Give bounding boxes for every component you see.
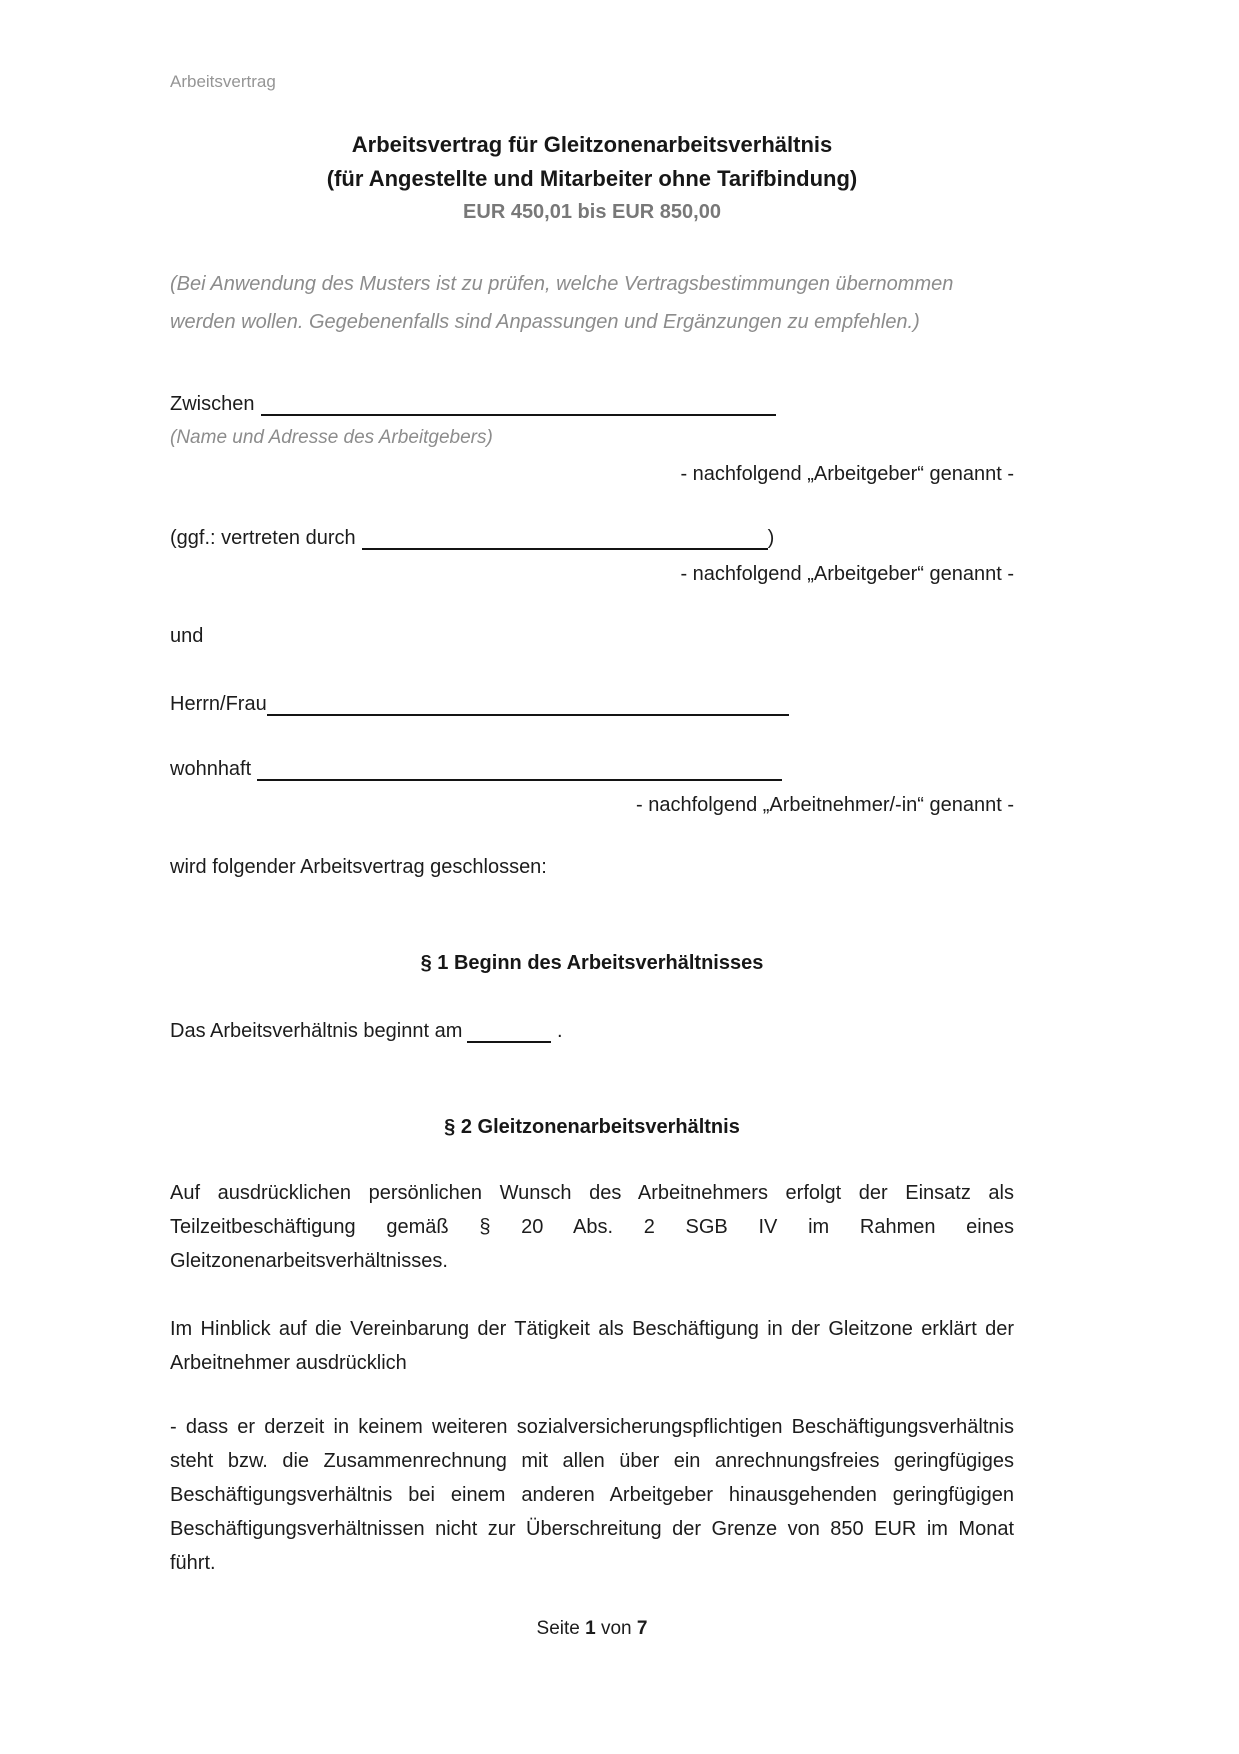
footer-of-label: von xyxy=(600,1618,632,1639)
representative-close-paren: ) xyxy=(767,527,775,549)
representative-row xyxy=(170,521,1014,555)
residence-row xyxy=(170,752,1014,786)
employee-row xyxy=(170,687,1014,721)
residence-label: wohnhaft xyxy=(170,758,252,780)
employer-name-blank xyxy=(261,388,776,416)
start-date-row xyxy=(170,1014,1014,1048)
section-2-heading: § 2 Gleitzonenarbeitsverhältnis xyxy=(444,1116,740,1138)
employee-designation-line: - nachfolgend „Arbeitnehmer/-in“ genannt - xyxy=(636,794,1014,816)
document-header-label: Arbeitsvertrag xyxy=(170,72,276,91)
zwischen-row xyxy=(170,387,1014,421)
contract-closing-line: wird folgender Arbeitsvertrag geschlossen: xyxy=(170,856,547,878)
employer-designation-line-2: - nachfolgend „Arbeitgeber“ genannt - xyxy=(680,563,1014,585)
page-footer xyxy=(170,1612,1014,1646)
zwischen-label: Zwischen xyxy=(170,393,255,415)
residence-blank xyxy=(257,753,782,781)
representative-name-blank xyxy=(362,522,768,550)
employer-designation-line: - nachfolgend „Arbeitgeber“ genannt - xyxy=(680,463,1014,485)
start-date-blank xyxy=(467,1015,551,1043)
employee-name-blank xyxy=(267,688,789,716)
representative-label: (ggf.: vertreten durch xyxy=(170,527,356,549)
section-2-paragraph-1: Auf ausdrücklichen persönlichen Wunsch des Arbeitnehmers erfolgt der Einsatz als Teilzeitbeschäftigung gemäß § 20 Abs. 2 SGB IV im Rahmen eines Gleitzonenarbeitsverhältnisses. xyxy=(170,1182,1014,1272)
document-title xyxy=(170,128,1014,196)
employee-label: Herrn/Frau xyxy=(170,693,267,715)
footer-page-prefix: Seite xyxy=(536,1618,580,1639)
section-1-heading: § 1 Beginn des Arbeitsverhältnisses xyxy=(420,952,764,974)
usage-note: (Bei Anwendung des Musters ist zu prüfen, welche Vertragsbestimmungen übernommen werden wollen. Gegebenenfalls sind Anpassungen und Ergänzungen zu empfehlen.) xyxy=(170,273,954,333)
section-2-paragraph-2: Im Hinblick auf die Vereinbarung der Tätigkeit als Beschäftigung in der Gleitzone erklärt der Arbeitnehmer ausdrücklich xyxy=(170,1318,1014,1374)
section-2-paragraph-3: - dass er derzeit in keinem weiteren sozialversicherungspflichtigen Beschäftigungsverhältnis steht bzw. die Zusammenrechnung mit allen über ein anrechnungsfreies geringfügiges Beschäftigungsverhältnis bei einem anderen Arbeitgeber hinausgehenden geringfügigen Beschäftigungsverhältnissen nicht zur Überschreitung der Grenze von 850 EUR im Monat führt. xyxy=(170,1416,1014,1574)
footer-page-number: 1 xyxy=(585,1618,596,1639)
salary-range-subtitle: EUR 450,01 bis EUR 850,00 xyxy=(463,201,721,223)
und-row: und xyxy=(170,625,204,647)
start-date-suffix: . xyxy=(556,1020,563,1042)
document-title-line2: (für Angestellte und Mitarbeiter ohne Tarifbindung) xyxy=(326,166,858,191)
start-date-prefix: Das Arbeitsverhältnis beginnt am xyxy=(170,1020,463,1042)
footer-total-pages: 7 xyxy=(636,1618,648,1639)
document-title-line1: Arbeitsvertrag für Gleitzonenarbeitsverhältnis xyxy=(351,132,833,157)
employer-name-hint: (Name und Adresse des Arbeitgebers) xyxy=(170,427,493,448)
